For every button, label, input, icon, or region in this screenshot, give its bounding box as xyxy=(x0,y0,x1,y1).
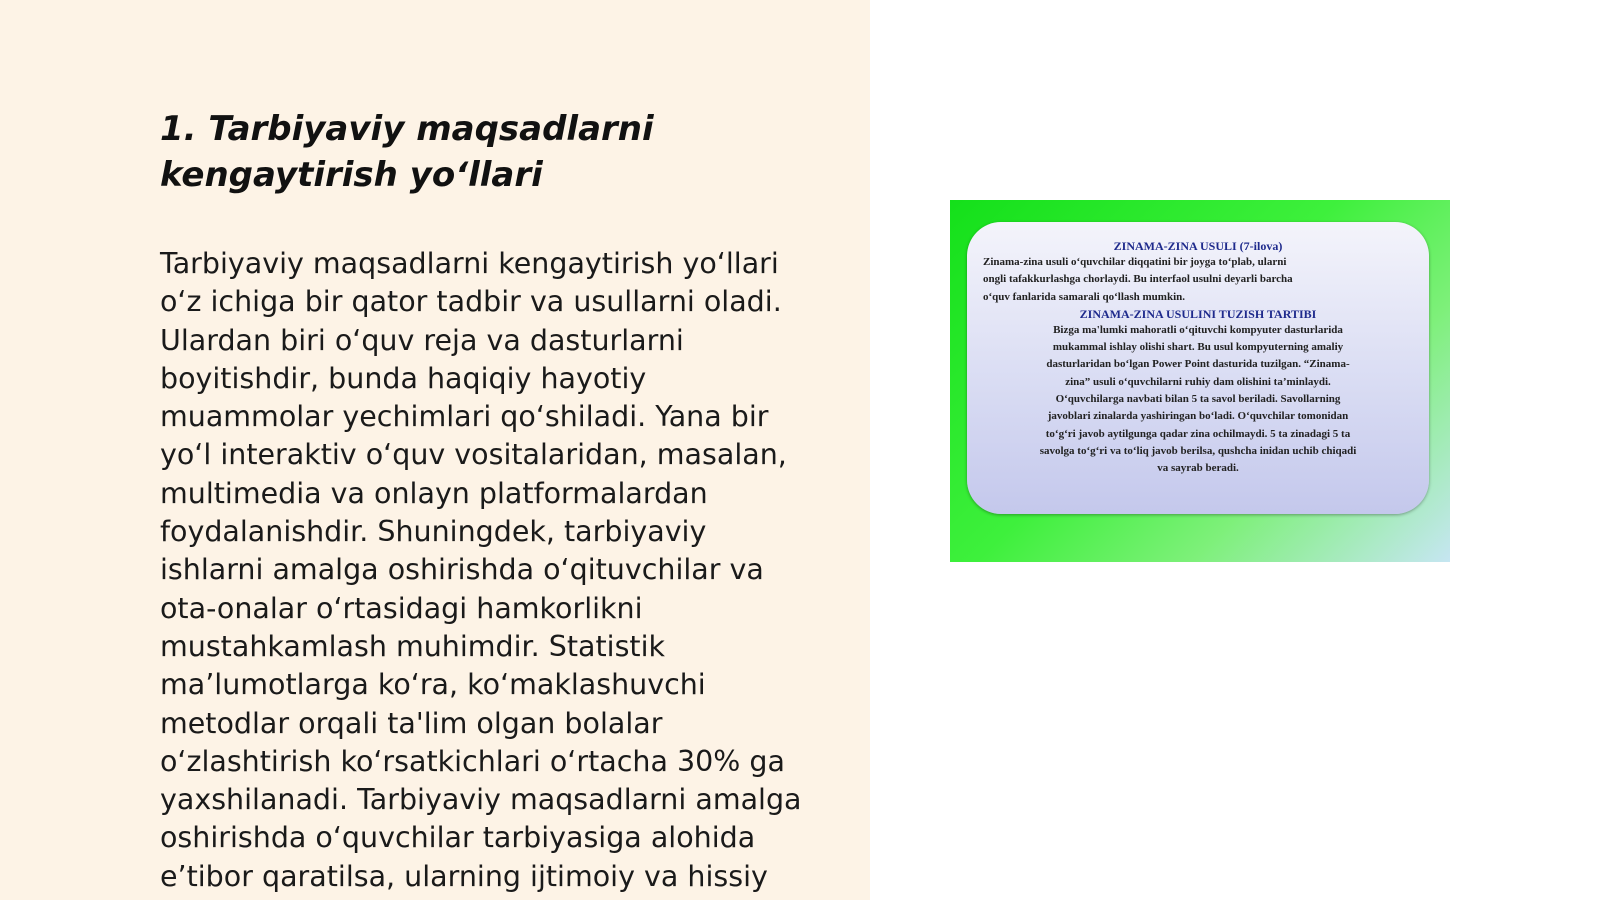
card-paragraph-procedure: Bizga ma'lumki mahoratli o‘qituvchi kompyuter dasturlarida mukammal ishlay olishi shart. Bu usul kompyuterning amaliy dasturlaridan bo‘lgan Power Point dasturida tuzilgan. “Zinama- zina” usuli o‘quvchilarni ruhiy dam olishini ta’minlaydi. O‘quvchilarga navbati bilan 5 ta savol beriladi. Savollarning javoblari zinalarda yashiringan bo‘ladi. O‘quvchilar tomonidan to‘g‘ri javob aytilgunga qadar zina ochilmaydi. 5 ta zinadagi 5 ta savolga to‘g‘ri va to‘liq javob berilsa, qushcha inidan uchib chiqadi va sayrab beradi. xyxy=(1039,323,1357,475)
method-illustration xyxy=(950,200,1450,562)
card-paragraph-intro: Zinama-zina usuli o‘quvchilar diqqatini bir joyga to‘plab, ularni ongli tafakkurlashga chorlaydi. Bu interfaol usulni deyarli barcha o‘quv fanlarida samarali qo‘llash mumkin. xyxy=(983,256,1293,303)
method-card xyxy=(967,222,1429,514)
slide-body-text: Tarbiyaviy maqsadlarni kengaytirish yo‘llari o‘z ichiga bir qator tadbir va usullarni oladi. Ulardan biri o‘quv reja va dasturlarni boyitishdir, bunda haqiqiy hayotiy muammolar yechimlari qo‘shiladi. Yana bir yo‘l interaktiv o‘quv vositalaridan, masalan, multimedia va onlayn platformalardan foydalanishdir. Shuningdek, tarbiyaviy ishlarni amalga oshirishda o‘qituvchilar va ota-onalar o‘rtasidagi hamkorlikni mustahkamlash muhimdir. Statistik ma’lumotlarga ko‘ra, ko‘maklashuvchi metodlar orqali ta'lim olgan bolalar o‘zlashtirish ko‘rsatkichlari o‘rtacha 30% ga yaxshilanadi. Tarbiyaviy maqsadlarni amalga oshirishda o‘quvchilar tarbiyasiga alohida e’tibor qaratilsa, ularning ijtimoiy va hissiy xyxy=(160,247,802,893)
card-heading-procedure: ZINAMA-ZINA USULINI TUZISH TARTIBI xyxy=(1079,306,1317,321)
card-heading-method: ZINAMA-ZINA USULI (7-ilova) xyxy=(1113,239,1283,253)
slide-title: 1. Tarbiyaviy maqsadlarni kengaytirish yo‘llari xyxy=(160,109,654,195)
